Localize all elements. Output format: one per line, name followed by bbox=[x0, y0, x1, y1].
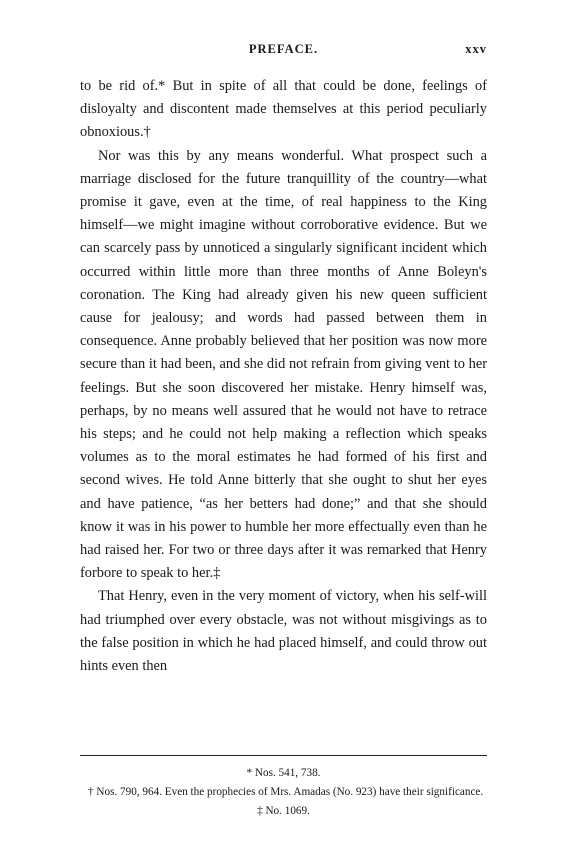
running-head: PREFACE. bbox=[248, 42, 319, 56]
page-number: xxv bbox=[465, 42, 487, 56]
footnote-2: † Nos. 790, 964. Even the prophecies of Mrs. Amadas (No. 923) have their significance. bbox=[88, 786, 484, 798]
footnote-1: * Nos. 541, 738. bbox=[246, 767, 321, 779]
paragraph-3: That Henry, even in the very moment of victory, when his self-will had triumphed over every obstacle, was not without misgivings as to the false position in which he had placed himself, and could throw out hints even then bbox=[80, 588, 487, 675]
footnotes bbox=[80, 765, 487, 822]
footnote-rule bbox=[80, 755, 487, 756]
footnote-3: ‡ No. 1069. bbox=[257, 805, 310, 817]
body-text bbox=[80, 75, 487, 678]
paragraph-2: Nor was this by any means wonderful. What prospect such a marriage disclosed for the future tranquillity of the country—what promise it gave, even at the time, of real happiness to the King himself—we might imagine without corroborative evidence. But we can scarcely pass by unnoticed a singularly significant incident which occurred within little more than three months of Anne Boleyn's coronation. The King had already given his new queen sufficient cause for jealousy; and words had passed between them in consequence. Anne probably believed that her position was now more secure than it had been, and she did not refrain from giving vent to her feelings. But she soon discovered her mistake. Henry himself was, perhaps, by no means well assured that he would not have to retrace his steps; and he could not help making a reflection which speaks volumes as to the moral estimates he had formed of his first and second wives. He told Anne bitterly that she ought to shut her eyes and have patience, “as her betters had done;” and that she should know it was in his power to humble her more effectually even than he had raised her. For two or three days after it was remarked that Henry forbore to speak to her.‡ bbox=[80, 147, 487, 582]
page-header bbox=[80, 40, 487, 62]
paragraph-1: to be rid of.* But in spite of all that could be done, feelings of disloyalty and discontent made themselves at this period peculiarly obnoxious.† bbox=[80, 78, 487, 141]
